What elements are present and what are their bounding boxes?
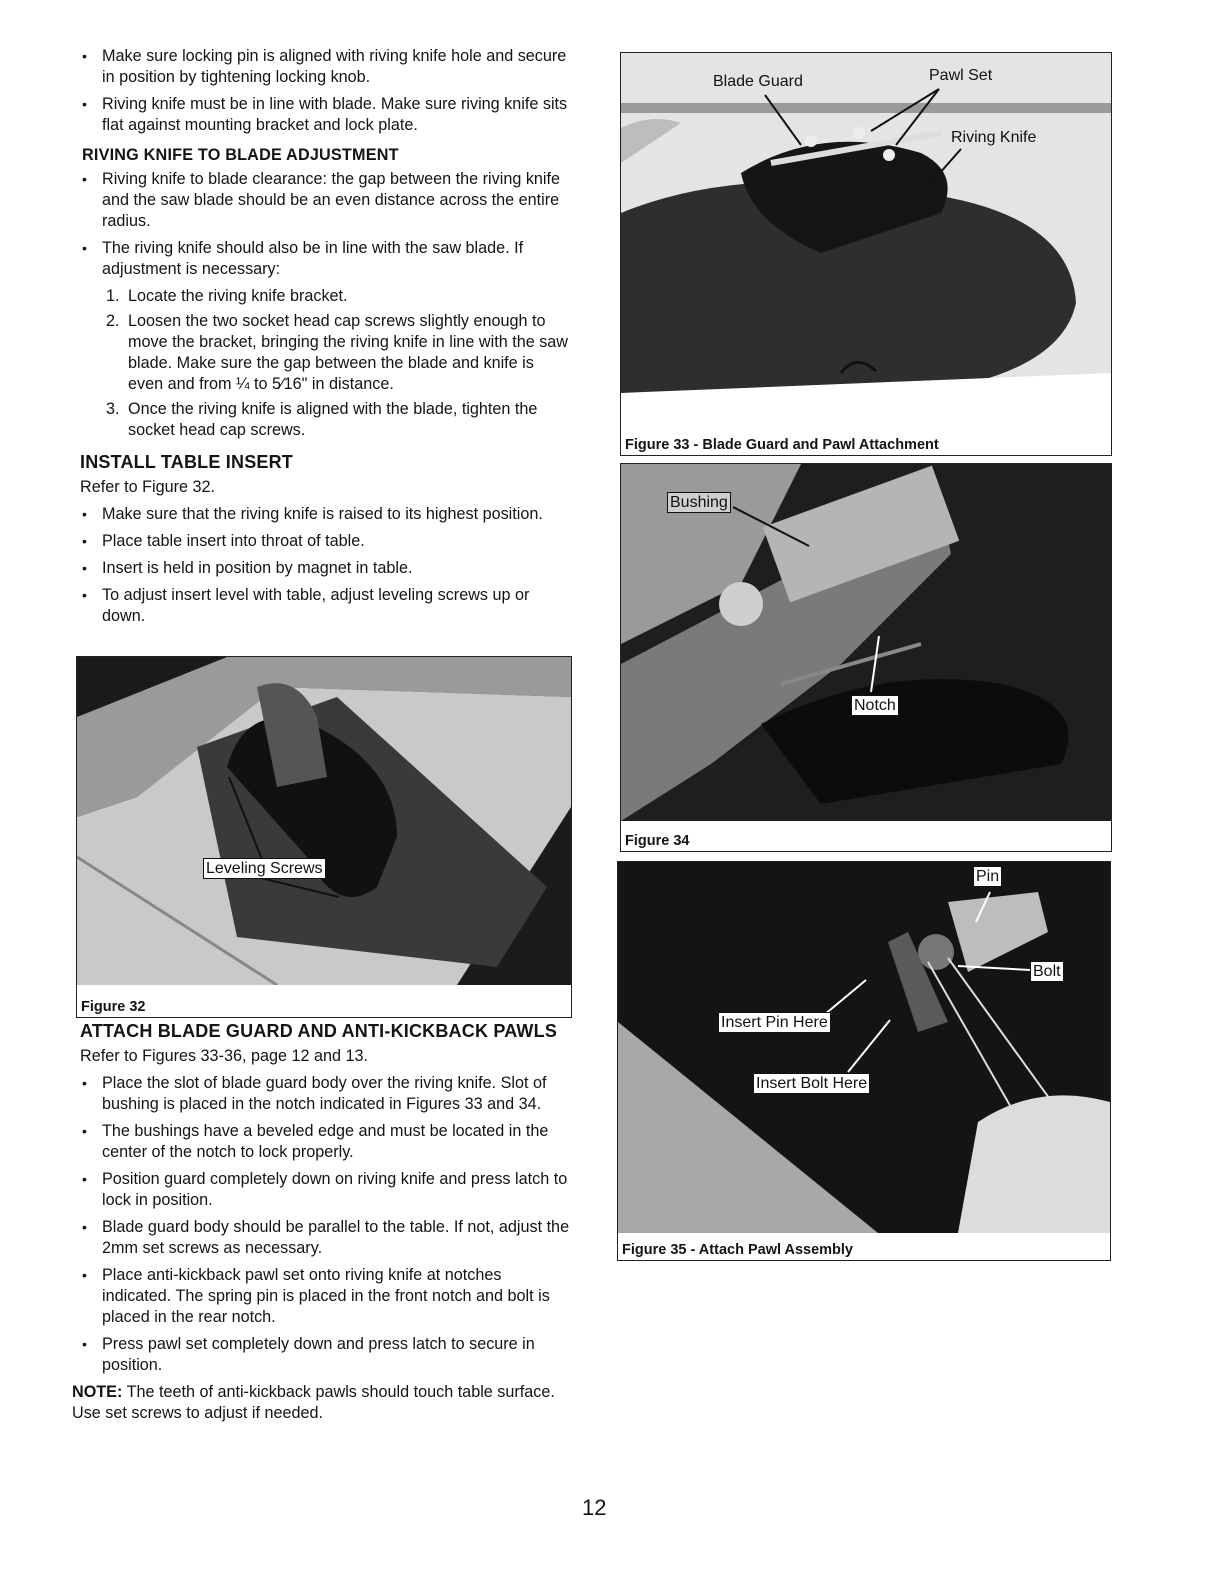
refer-text: Refer to Figure 32. [80,478,215,496]
pawl-set-label: Pawl Set [929,67,993,84]
note-label: NOTE: [72,1383,123,1401]
figure-33-caption: Figure 33 - Blade Guard and Pawl Attachment [625,437,939,453]
figure-35-photo [618,862,1110,1233]
list-item: • Place anti-kickback pawl set onto riving knife at notches indicated. The spring pin is placed in the front notch and bolt is placed in the rear notch. [72,1265,572,1328]
list-item: • Place the slot of blade guard body over the riving knife. Slot of bushing is placed in the notch indicated in Figures 33 and 34. [72,1073,572,1115]
list-item: • Place table insert into throat of table. [72,531,572,552]
figure-32 [76,656,572,1018]
blade-guard-label: Blade Guard [713,73,803,90]
blade-guard-illustration [621,53,1111,425]
insert-pin-label: Insert Pin Here [718,1012,831,1033]
figure-35 [617,861,1111,1261]
list-item: • Blade guard body should be parallel to the table. If not, adjust the 2mm set screws as necessary. [72,1217,572,1259]
list-item: • Riving knife must be in line with blade. Make sure riving knife sits flat against mounting bracket and lock plate. [72,94,572,136]
numbered-step: 2. Loosen the two socket head cap screws slightly enough to move the bracket, bringing the riving knife in line with the saw blade. Make sure the gap between the blade and knife is even and from ¼ to 5⁄16" in distance. [106,312,568,393]
riving-knife-label: Riving Knife [951,129,1037,146]
list-item: • The bushings have a beveled edge and must be located in the center of the notch to lock properly. [72,1121,572,1163]
page-number: 12 [582,1495,607,1520]
refer-text: Refer to Figures 33-36, page 12 and 13. [80,1047,368,1065]
section-heading-blade-guard: ATTACH BLADE GUARD AND ANTI-KICKBACK PAWLS [80,1021,558,1041]
list-item: • Press pawl set completely down and press latch to secure in position. [72,1334,572,1376]
figure-33-photo [621,53,1111,425]
figure-34 [620,463,1112,852]
pin-label: Pin [973,866,1002,887]
figure-35-caption: Figure 35 - Attach Pawl Assembly [622,1242,853,1258]
insert-bolt-label: Insert Bolt Here [753,1073,870,1094]
bolt-label: Bolt [1030,961,1064,982]
figure-34-caption: Figure 34 [625,833,690,849]
bushing-notch-illustration [621,464,1111,821]
list-item: • The riving knife should also be in line with the saw blade. If adjustment is necessary: [72,238,572,280]
list-item: • To adjust insert level with table, adjust leveling screws up or down. [72,585,572,627]
leveling-screws-label: Leveling Screws [203,858,326,879]
left-column [72,46,572,633]
list-item: • Insert is held in position by magnet in table. [72,558,572,579]
section-heading-riving-adjust: RIVING KNIFE TO BLADE ADJUSTMENT [82,146,399,164]
list-item: • Make sure locking pin is aligned with riving knife hole and secure in position by tightening locking knob. [72,46,572,88]
list-item: • Riving knife to blade clearance: the gap between the riving knife and the saw blade should be an even distance across the entire radius. [72,169,572,232]
numbered-step: 3. Once the riving knife is aligned with the blade, tighten the socket head cap screws. [106,400,538,439]
bushing-label: Bushing [667,492,731,513]
table-insert-illustration [77,657,571,985]
section-heading-table-insert: INSTALL TABLE INSERT [80,452,293,472]
notch-label: Notch [851,695,899,716]
list-item: • Position guard completely down on riving knife and press latch to lock in position. [72,1169,572,1211]
figure-32-photo [77,657,571,985]
pawl-assembly-illustration [618,862,1110,1233]
figure-34-photo [621,464,1111,821]
figure-32-caption: Figure 32 [81,999,146,1015]
note-text: The teeth of anti-kickback pawls should touch table surface. Use set screws to adjust if needed. [72,1383,555,1422]
note [72,1382,572,1424]
numbered-step: 1. Locate the riving knife bracket. [106,287,348,305]
list-item: • Make sure that the riving knife is raised to its highest position. [72,504,572,525]
blade-guard-section [72,1020,572,1430]
figure-33 [620,52,1112,456]
